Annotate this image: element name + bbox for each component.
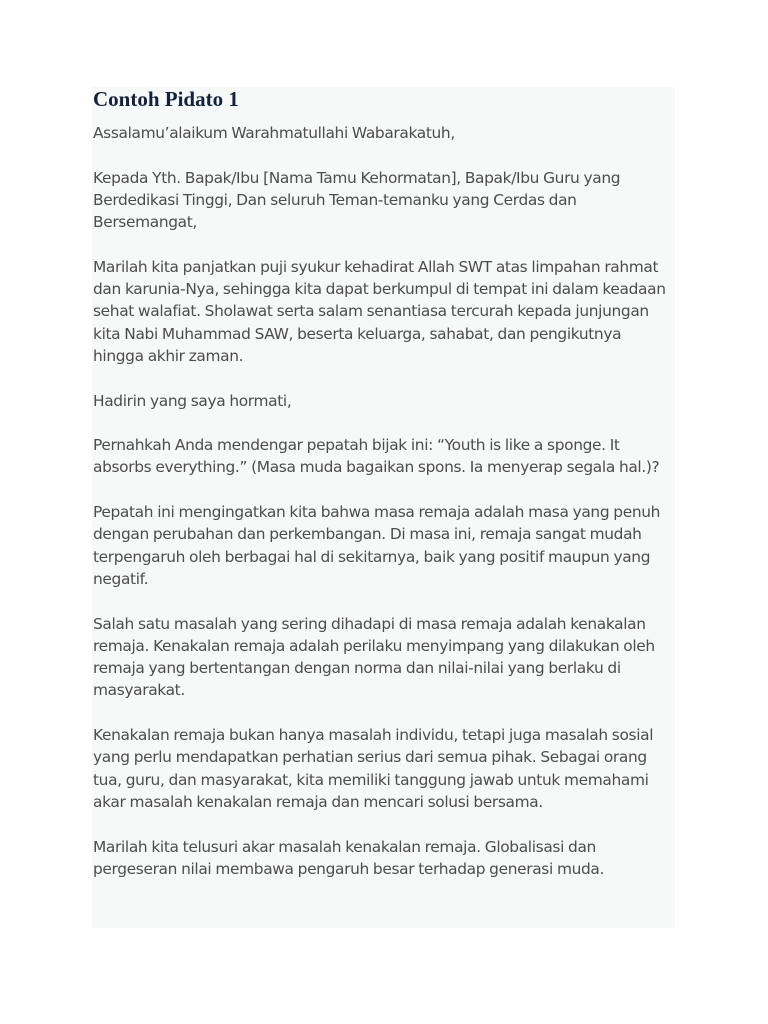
paragraph-greeting: Assalamu’alaikum Warahmatullahi Wabarakatuh, [93,124,455,142]
paragraph-delinquency-definition: Salah satu masalah yang sering dihadapi di masa remaja adalah kenakalan remaja. Kenakalan remaja adalah perilaku menyimpang yang dilakukan oleh remaja yang bertentangan dengan norma dan nilai-nilai yang berlaku di masyarakat. [93,614,655,700]
paragraph-gratitude: Marilah kita panjatkan puji syukur kehadirat Allah SWT atas limpahan rahmat dan karunia-Nya, sehingga kita dapat berkumpul di tempat ini dalam keadaan sehat walafiat. Sholawat serta salam senantiasa tercurah kepada junjungan kita Nabi Muhammad SAW, beserta keluarga, sahabat, dan pengikutnya hingga akhir zaman. [93,257,666,365]
page-title: Contoh Pidato 1 [93,87,239,111]
paragraph-root-causes: Marilah kita telusuri akar masalah kenakalan remaja. Globalisasi dan pergeseran nilai membawa pengaruh besar terhadap generasi muda. [93,837,605,878]
paragraph-salutation: Kepada Yth. Bapak/Ibu [Nama Tamu Kehormatan], Bapak/Ibu Guru yang Berdedikasi Tinggi, Dan seluruh Teman-temanku yang Cerdas dan Bersemangat, [93,168,621,232]
paragraph-proverb-meaning: Pepatah ini mengingatkan kita bahwa masa remaja adalah masa yang penuh dengan perubahan dan perkembangan. Di masa ini, remaja sangat mudah terpengaruh oleh berbagai hal di sekitarnya, baik yang positif maupun yang negatif. [93,503,661,588]
speech-content-block [92,87,675,928]
paragraph-social-problem: Kenakalan remaja bukan hanya masalah individu, tetapi juga masalah sosial yang perlu mendapatkan perhatian serius dari semua pihak. Sebagai orang tua, guru, dan masyarakat, kita memiliki tanggung jawab untuk memahami akar masalah kenakalan remaja dan mencari solusi bersama. [93,726,654,811]
paragraph-audience-address: Hadirin yang saya hormati, [93,391,292,410]
paragraph-proverb: Pernahkah Anda mendengar pepatah bijak ini: “Youth is like a sponge. It absorbs everything.” (Masa muda bagaikan spons. Ia menyerap segala hal.)? [93,436,660,477]
